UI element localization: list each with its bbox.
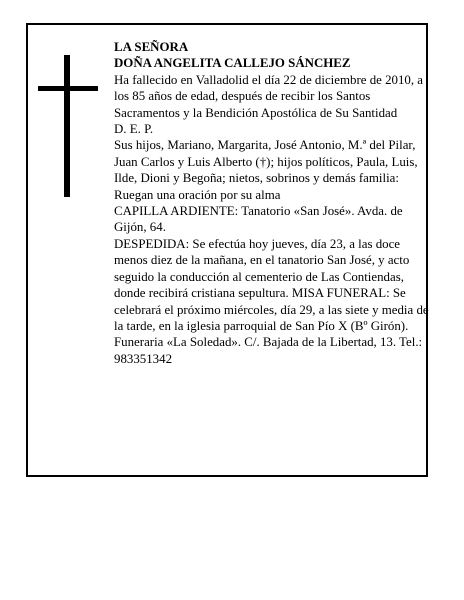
obituary-text bbox=[114, 39, 432, 367]
chapel-info: CAPILLA ARDIENTE: Tanatorio «San José». Avda. de Gijón, 64. bbox=[114, 204, 403, 235]
deceased-name: DOÑA ANGELITA CALLEJO SÁNCHEZ bbox=[114, 56, 351, 71]
cross-horizontal-bar bbox=[38, 86, 98, 91]
prayer-request: Ruegan una oración por su alma bbox=[114, 187, 281, 202]
farewell-info: DESPEDIDA: Se efectúa hoy jueves, día 23, a las doce menos diez de la mañana, en el tanatorio San José, y acto seguido la conducción al cementerio de Las Contiendas, donde recibirá cristiana sepultura. MISA FUNERAL: Se celebrará el próximo miércoles, día 29, a las siete y media de la tarde, en la iglesia parroquial de San Pío X (Bº Girón). bbox=[114, 236, 429, 333]
death-paragraph: Ha fallecido en Valladolid el día 22 de diciembre de 2010, a los 85 años de edad, después de recibir los Santos Sacramentos y la Bendición Apostólica de Su Santidad bbox=[114, 72, 424, 120]
cross-icon bbox=[38, 55, 98, 197]
rip-line: D. E. P. bbox=[114, 122, 154, 137]
funeral-home-info: Funeraria «La Soledad». C/. Bajada de la Libertad, 13. Tel.: 983351342 bbox=[114, 335, 423, 366]
family-paragraph: Sus hijos, Mariano, Margarita, José Antonio, M.ª del Pilar, Juan Carlos y Luis Alberto (†); hijos políticos, Paula, Luis, Ilde, Dioni y Begoña; nietos, sobrinos y demás familia: bbox=[114, 138, 418, 186]
cross-vertical-bar bbox=[64, 55, 70, 197]
title-line-1: LA SEÑORA bbox=[114, 40, 189, 54]
